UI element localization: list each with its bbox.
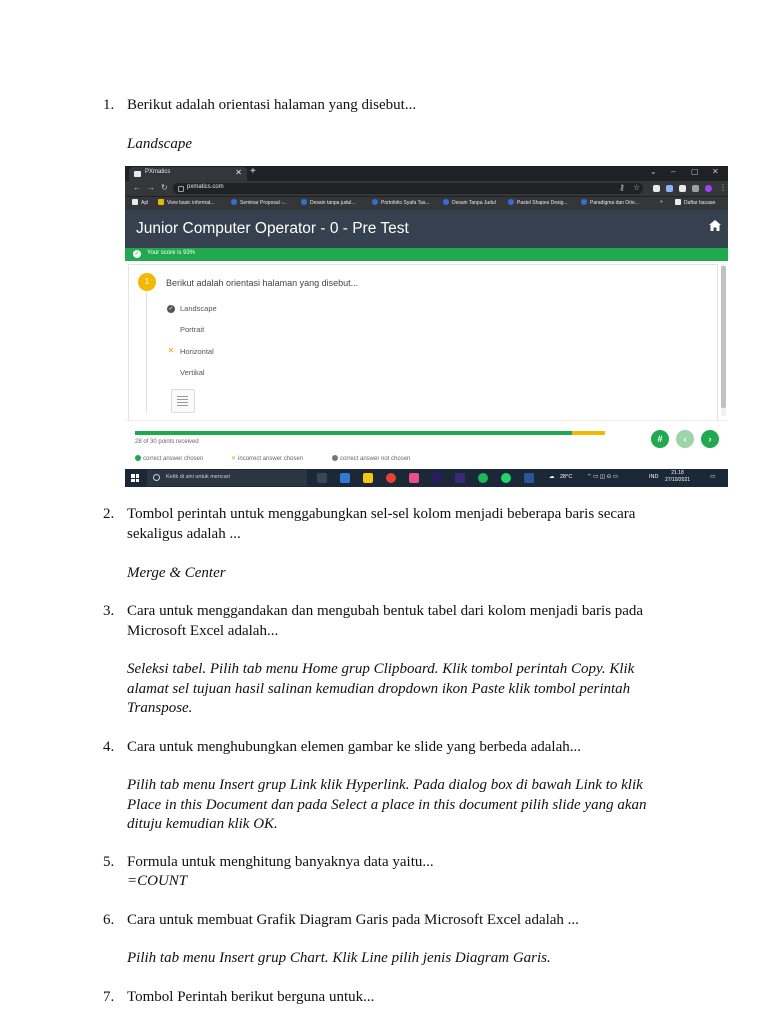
bookmark[interactable]: Desain tanpa judul... [301,199,356,206]
menu-icon[interactable]: ⋮ [719,183,727,192]
new-tab-icon[interactable]: + [250,166,256,177]
question-text: Cara untuk menggandakan dan mengubah bentuk tabel dari kolom menjadi baris pada Microsoft Excel adalah... [127,603,644,639]
legend-not-chosen: correct answer not chosen [332,455,410,462]
x-icon: ✕ [231,456,237,462]
score-text: Your score is 93% [147,250,196,256]
points-progress-bar [135,431,605,435]
extension-icon[interactable] [653,185,660,192]
maximize-icon[interactable]: ▢ [691,167,699,176]
answer-5: =COUNT [127,873,188,889]
app-icon[interactable] [409,473,419,483]
media-icon[interactable] [692,185,699,192]
question-number-badge: 1 [138,273,156,291]
bookmark[interactable]: Desain Tanpa Judul [443,199,496,206]
task-view-icon[interactable] [317,473,327,483]
taskbar-search-placeholder: Ketik di sini untuk mencari [166,474,230,480]
language-indicator[interactable]: IND [649,474,659,480]
url-field[interactable] [173,183,643,194]
bookmark[interactable]: Paradigma dan Orie... [581,199,639,206]
app-header [125,210,728,248]
option-portrait[interactable]: Portrait [180,325,205,334]
divider [146,292,147,414]
close-window-icon[interactable]: ✕ [712,167,719,176]
question-panel [128,264,718,422]
option-landscape[interactable]: Landscape [180,304,217,313]
file-explorer-icon[interactable] [363,473,373,483]
taskbar-search[interactable] [147,470,307,486]
question-text: Formula untuk menghitung banyaknya data yaitu... [127,854,434,870]
bookmark-apps[interactable]: Apl [132,199,148,206]
forward-icon[interactable]: → [147,183,155,192]
answer-3: Seleksi tabel. Pilih tab menu Home grup Clipboard. Klik tombol perintah Copy. Klik alamat sel tujuan hasil salinan kemudian dropdown ikon Paste klik tombol perintah Transpose. [127,661,635,716]
legend-correct: correct answer chosen [135,455,203,462]
home-icon[interactable] [709,220,721,231]
minimize-icon[interactable]: – [671,167,676,176]
browser-tab-bar [125,166,728,181]
embedded-screenshot [125,166,728,487]
windows-taskbar [125,469,728,487]
bookmarks-bar [125,196,728,210]
chrome-icon[interactable] [386,473,396,483]
browser-tab[interactable] [129,167,247,181]
check-icon [332,455,338,461]
extension-icon[interactable] [666,185,673,192]
overview-button[interactable]: # [651,430,669,448]
question-number: 2. [103,506,115,522]
key-icon[interactable]: ⚷ [619,183,625,192]
tab-title: PXmatics [145,169,171,175]
premiere-icon[interactable] [432,473,442,483]
favicon-icon [134,171,141,177]
photoshop-icon[interactable] [455,473,465,483]
back-icon[interactable]: ← [133,183,141,192]
bookmark[interactable]: View basic informat... [158,199,214,206]
notification-icon[interactable]: ▭ [710,474,716,480]
question-text: Tombol Perintah berikut berguna untuk... [127,989,375,1005]
lock-icon [178,186,184,192]
option-horizontal[interactable]: Horizontal [180,347,214,356]
next-button[interactable]: › [701,430,719,448]
check-icon: ✓ [134,251,140,257]
previous-button[interactable]: ‹ [676,430,694,448]
question-text: Cara untuk membuat Grafik Diagram Garis pada Microsoft Excel adalah ... [127,912,579,928]
weather-text[interactable]: 28°C [560,474,573,480]
question-text: Tombol perintah untuk menggabungkan sel-sel kolom menjadi beberapa baris secara sekaligus adalah ... [127,506,636,542]
bookmarks-overflow[interactable]: » [660,199,663,205]
answer-6: Pilih tab menu Insert grup Chart. Klik Line pilih jenis Diagram Garis. [127,950,551,966]
question-number: 1. [103,97,115,113]
progress-correct [135,431,572,435]
tray-icons[interactable]: ⌃ ▭ ◫ ⊙ ▭ [587,474,618,480]
option-vertikal[interactable]: Vertikal [180,368,205,377]
weather-icon[interactable]: ☁ [549,474,555,480]
spotify-icon[interactable] [478,473,488,483]
progress-incorrect [572,431,605,435]
scrollbar[interactable] [721,264,726,416]
whatsapp-icon[interactable] [501,473,511,483]
search-icon [153,474,160,481]
answer-1: Landscape [127,136,192,152]
chevron-down-icon[interactable]: ⌄ [650,167,657,176]
reading-list[interactable]: Daftar bacaan [675,199,715,206]
star-icon[interactable]: ☆ [633,183,641,192]
question-text: Berikut adalah orientasi halaman yang disebut... [127,97,417,113]
answer-4: Pilih tab menu Insert grup Link klik Hyperlink. Pada dialog box di bawah Link to klik Place in this Document dan pada Select a place in this document pilih slide yang akan dituju kemudian klik OK. [127,777,647,832]
reload-icon[interactable]: ↻ [161,183,168,192]
question-number: 5. [103,854,115,870]
bookmark[interactable]: Seminar Proposal -... [231,199,287,206]
avatar[interactable] [705,185,712,192]
quiz-footer [125,420,728,469]
app-title: Junior Computer Operator - 0 - Pre Test [136,220,409,237]
points-text: 28 of 30 points received [135,439,199,445]
question-number: 7. [103,989,115,1005]
question-number: 6. [103,912,115,928]
legend-incorrect: ✕ incorrect answer chosen [231,456,304,462]
correct-check-icon: ✓ [168,306,174,312]
close-tab-icon[interactable]: ✕ [235,168,242,177]
question-number: 4. [103,739,115,755]
scrollbar-thumb[interactable] [721,266,726,408]
question-text: Cara untuk menghubungkan elemen gambar ke slide yang berbeda adalah... [127,739,582,755]
check-icon [135,455,141,461]
question-number: 3. [103,603,115,619]
note-icon[interactable] [171,389,195,413]
question-text: Berikut adalah orientasi halaman yang disebut... [166,278,359,288]
clock[interactable]: 21.18 27/10/2021 [665,470,691,483]
url-text: pxmatics.com [187,184,224,190]
puzzle-icon[interactable] [679,185,686,192]
score-banner [125,248,728,261]
bookmark[interactable]: Portofolio Syafa Tas... [372,199,430,206]
answer-2: Merge & Center [127,565,226,581]
bookmark[interactable]: Pastel Shapes Desig... [508,199,568,206]
address-bar [125,181,728,196]
incorrect-x-icon: ✕ [167,346,175,355]
mail-icon[interactable] [340,473,350,483]
word-icon[interactable] [524,473,534,483]
windows-start-icon[interactable] [131,474,139,482]
